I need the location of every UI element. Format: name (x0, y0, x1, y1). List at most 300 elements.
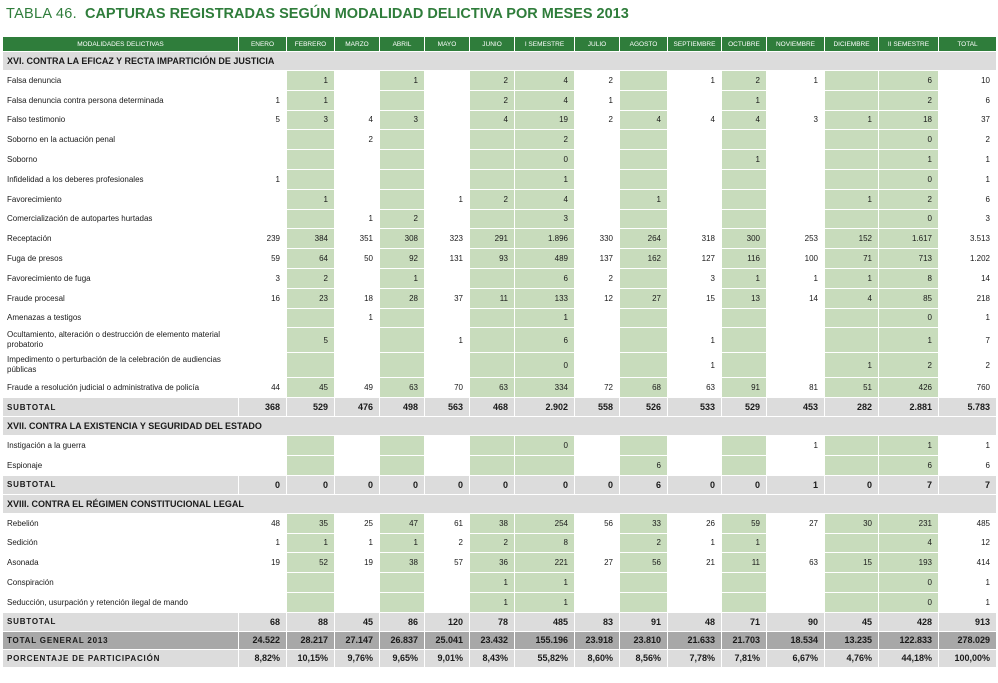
table-cell (239, 209, 287, 229)
table-cell: 1 (668, 533, 722, 553)
table-cell: 253 (767, 229, 825, 249)
table-cell: 1 (575, 90, 620, 110)
row-label: SUBTOTAL (3, 612, 239, 631)
table-cell (825, 71, 879, 91)
table-cell (825, 150, 879, 170)
table-cell: 1 (939, 169, 997, 189)
row-label: Falsa denuncia (3, 71, 239, 91)
table-cell: 533 (668, 398, 722, 417)
header-column: TOTAL (939, 37, 997, 52)
table-cell: 1 (287, 71, 335, 91)
table-cell: 1 (668, 71, 722, 91)
table-cell (287, 150, 335, 170)
table-row (3, 209, 997, 229)
row-label: Infidelidad a los deberes profesionales (3, 169, 239, 189)
table-cell: 0 (722, 475, 767, 494)
table-cell: 61 (425, 513, 470, 533)
header-column: II SEMESTRE (879, 37, 939, 52)
table-cell (668, 130, 722, 150)
table-cell (722, 328, 767, 353)
table-cell: 116 (722, 249, 767, 269)
table-cell: 5.783 (939, 398, 997, 417)
table-cell: 27 (767, 513, 825, 533)
table-cell (668, 573, 722, 593)
table-cell: 6 (515, 268, 575, 288)
table-cell (335, 189, 380, 209)
table-cell: 15 (825, 553, 879, 573)
table-cell: 18.534 (767, 631, 825, 649)
table-cell: 526 (620, 398, 668, 417)
table-cell: 1.896 (515, 229, 575, 249)
table-cell (668, 308, 722, 328)
table-cell: 453 (767, 398, 825, 417)
table-cell: 21 (668, 553, 722, 573)
row-label: PORCENTAJE DE PARTICIPACIÓN (3, 649, 239, 667)
table-cell: 426 (879, 378, 939, 398)
table-cell: 63 (767, 553, 825, 573)
table-row (3, 573, 997, 593)
table-cell (722, 436, 767, 456)
row-label: Sedición (3, 533, 239, 553)
table-cell: 1 (425, 328, 470, 353)
table-cell: 1 (515, 308, 575, 328)
table-cell: 33 (620, 513, 668, 533)
table-cell: 489 (515, 249, 575, 269)
header-column: MAYO (425, 37, 470, 52)
table-cell: 21.703 (722, 631, 767, 649)
table-cell: 5 (239, 110, 287, 130)
table-cell: 0 (335, 475, 380, 494)
table-cell: 1 (722, 268, 767, 288)
table-cell: 1 (939, 308, 997, 328)
table-cell (722, 455, 767, 475)
table-cell: 6 (939, 455, 997, 475)
table-cell (287, 308, 335, 328)
table-cell: 2 (879, 90, 939, 110)
table-cell: 13.235 (825, 631, 879, 649)
table-cell: 4 (620, 110, 668, 130)
table-cell (767, 573, 825, 593)
table-row (3, 533, 997, 553)
table-cell: 14 (939, 268, 997, 288)
table-cell: 6 (620, 475, 668, 494)
table-cell (767, 90, 825, 110)
table-cell (668, 150, 722, 170)
table-cell: 9,76% (335, 649, 380, 667)
table-cell (335, 592, 380, 612)
table-cell: 23 (287, 288, 335, 308)
table-cell: 38 (470, 513, 515, 533)
table-cell: 300 (722, 229, 767, 249)
table-row (3, 378, 997, 398)
table-cell (825, 169, 879, 189)
table-cell (380, 169, 425, 189)
table-cell (767, 592, 825, 612)
table-cell: 0 (825, 475, 879, 494)
table-cell: 3 (939, 209, 997, 229)
table-cell: 2 (939, 353, 997, 378)
row-label: Seducción, usurpación y retención ilegal de mando (3, 592, 239, 612)
table-cell: 1 (767, 436, 825, 456)
table-cell: 1 (668, 328, 722, 353)
table-cell: 291 (470, 229, 515, 249)
table-cell: 7 (939, 475, 997, 494)
table-cell (287, 353, 335, 378)
table-cell: 0 (425, 475, 470, 494)
table-cell: 282 (825, 398, 879, 417)
table-cell (722, 209, 767, 229)
row-label: Soborno (3, 150, 239, 170)
table-cell: 83 (575, 612, 620, 631)
table-cell: 12 (575, 288, 620, 308)
table-cell (470, 130, 515, 150)
table-cell: 4 (825, 288, 879, 308)
table-row (3, 308, 997, 328)
table-cell (425, 209, 470, 229)
table-cell: 6 (939, 90, 997, 110)
table-cell: 48 (668, 612, 722, 631)
table-cell: 1 (287, 533, 335, 553)
table-cell: 193 (879, 553, 939, 573)
row-label: Instigación a la guerra (3, 436, 239, 456)
table-cell: 6,67% (767, 649, 825, 667)
table-cell (620, 150, 668, 170)
table-cell: 278.029 (939, 631, 997, 649)
subtotal-row (3, 398, 997, 417)
table-cell: 8,82% (239, 649, 287, 667)
table-cell: 384 (287, 229, 335, 249)
header-column: DICIEMBRE (825, 37, 879, 52)
table-cell (825, 130, 879, 150)
table-cell: 529 (287, 398, 335, 417)
table-row (3, 353, 997, 378)
subtotal-row (3, 475, 997, 494)
table-cell (767, 455, 825, 475)
table-cell: 50 (335, 249, 380, 269)
table-cell: 120 (425, 612, 470, 631)
table-cell: 0 (879, 592, 939, 612)
table-cell: 11 (722, 553, 767, 573)
table-cell: 24.522 (239, 631, 287, 649)
row-label: Impedimento o perturbación de la celebración de audiencias públicas (3, 353, 239, 378)
section-title: XVI. CONTRA LA EFICAZ Y RECTA IMPARTICIÓN DE JUSTICIA (3, 52, 997, 71)
header-column: JULIO (575, 37, 620, 52)
table-cell: 28.217 (287, 631, 335, 649)
table-cell: 558 (575, 398, 620, 417)
table-cell: 85 (879, 288, 939, 308)
table-cell (620, 209, 668, 229)
table-cell: 21.633 (668, 631, 722, 649)
table-cell: 0 (515, 436, 575, 456)
table-cell (575, 169, 620, 189)
table-cell: 0 (380, 475, 425, 494)
table-cell: 1 (825, 110, 879, 130)
table-cell: 231 (879, 513, 939, 533)
table-cell: 0 (515, 150, 575, 170)
table-cell (575, 455, 620, 475)
table-cell (620, 169, 668, 189)
table-cell (425, 130, 470, 150)
table-cell: 2 (575, 110, 620, 130)
table-cell: 3 (668, 268, 722, 288)
table-cell (335, 573, 380, 593)
table-cell (515, 455, 575, 475)
table-cell (380, 592, 425, 612)
table-cell (287, 592, 335, 612)
row-label: SUBTOTAL (3, 398, 239, 417)
table-cell (620, 130, 668, 150)
table-cell (335, 328, 380, 353)
section-row (3, 494, 997, 513)
table-row (3, 249, 997, 269)
table-cell: 45 (287, 378, 335, 398)
table-cell: 57 (425, 553, 470, 573)
table-cell: 2 (620, 533, 668, 553)
table-row (3, 110, 997, 130)
table-cell (380, 90, 425, 110)
table-cell: 45 (825, 612, 879, 631)
table-cell (575, 353, 620, 378)
header-column: ENERO (239, 37, 287, 52)
table-cell: 264 (620, 229, 668, 249)
row-label: Favorecimiento de fuga (3, 268, 239, 288)
table-cell (335, 353, 380, 378)
table-cell (575, 308, 620, 328)
table-cell: 529 (722, 398, 767, 417)
table-cell: 1.202 (939, 249, 997, 269)
table-cell: 4,76% (825, 649, 879, 667)
table-cell: 2 (425, 533, 470, 553)
row-label: Ocultamiento, alteración o destrucción de elemento material probatorio (3, 328, 239, 353)
table-cell: 9,01% (425, 649, 470, 667)
table-cell: 485 (939, 513, 997, 533)
table-cell: 468 (470, 398, 515, 417)
table-cell (722, 308, 767, 328)
row-label: Fraude a resolución judicial o administrativa de policía (3, 378, 239, 398)
table-cell: 1 (335, 533, 380, 553)
table-cell: 0 (668, 475, 722, 494)
table-cell (668, 209, 722, 229)
table-cell (767, 209, 825, 229)
table-cell: 8,56% (620, 649, 668, 667)
table-cell (239, 189, 287, 209)
table-cell: 1 (515, 573, 575, 593)
table-cell (335, 71, 380, 91)
table-cell (825, 328, 879, 353)
table-cell: 2 (335, 130, 380, 150)
table-cell: 92 (380, 249, 425, 269)
row-label: Fraude procesal (3, 288, 239, 308)
table-cell (425, 169, 470, 189)
table-cell: 318 (668, 229, 722, 249)
table-cell (470, 209, 515, 229)
table-cell: 8,60% (575, 649, 620, 667)
table-cell (620, 90, 668, 110)
table-cell: 913 (939, 612, 997, 631)
table-cell: 0 (879, 169, 939, 189)
table-cell: 0 (239, 475, 287, 494)
table-cell: 334 (515, 378, 575, 398)
table-cell: 155.196 (515, 631, 575, 649)
table-cell: 0 (879, 130, 939, 150)
table-cell (425, 110, 470, 130)
table-cell (767, 150, 825, 170)
table-row (3, 130, 997, 150)
row-label: TOTAL GENERAL 2013 (3, 631, 239, 649)
row-label: Rebelión (3, 513, 239, 533)
table-cell (825, 308, 879, 328)
table-cell (380, 573, 425, 593)
table-cell (767, 353, 825, 378)
table-cell: 4 (515, 90, 575, 110)
table-cell: 498 (380, 398, 425, 417)
table-cell (335, 90, 380, 110)
table-cell (470, 436, 515, 456)
table-cell: 2 (470, 189, 515, 209)
table-cell: 63 (470, 378, 515, 398)
table-cell: 15 (668, 288, 722, 308)
table-cell: 27 (620, 288, 668, 308)
table-cell (825, 455, 879, 475)
table-cell: 2 (879, 353, 939, 378)
table-cell: 93 (470, 249, 515, 269)
table-cell: 23.432 (470, 631, 515, 649)
table-cell: 6 (879, 71, 939, 91)
table-cell (470, 308, 515, 328)
table-cell (722, 189, 767, 209)
table-cell: 2 (515, 130, 575, 150)
table-cell: 19 (335, 553, 380, 573)
table-cell: 55,82% (515, 649, 575, 667)
table-cell: 88 (287, 612, 335, 631)
section-title: XVIII. CONTRA EL RÉGIMEN CONSTITUCIONAL LEGAL (3, 494, 997, 513)
table-row (3, 592, 997, 612)
table-cell: 37 (425, 288, 470, 308)
table-cell: 91 (620, 612, 668, 631)
table-cell: 4 (470, 110, 515, 130)
table-cell: 26.837 (380, 631, 425, 649)
table-cell: 6 (879, 455, 939, 475)
table-cell (239, 573, 287, 593)
header-row (3, 37, 997, 52)
row-label: Asonada (3, 553, 239, 573)
table-cell: 1 (879, 436, 939, 456)
table-cell: 28 (380, 288, 425, 308)
table-cell: 9,65% (380, 649, 425, 667)
table-cell: 56 (620, 553, 668, 573)
table-row (3, 455, 997, 475)
table-cell (380, 130, 425, 150)
table-cell: 1.617 (879, 229, 939, 249)
table-cell (380, 328, 425, 353)
table-cell: 91 (722, 378, 767, 398)
table-cell: 368 (239, 398, 287, 417)
row-label: Receptación (3, 229, 239, 249)
table-cell (825, 436, 879, 456)
table-cell: 133 (515, 288, 575, 308)
table-cell (620, 573, 668, 593)
table-cell (425, 455, 470, 475)
table-cell: 81 (767, 378, 825, 398)
table-cell (575, 436, 620, 456)
table-cell: 14 (767, 288, 825, 308)
table-cell (722, 573, 767, 593)
table-cell: 7,81% (722, 649, 767, 667)
row-label: Falso testimonio (3, 110, 239, 130)
table-cell: 308 (380, 229, 425, 249)
table-cell (722, 169, 767, 189)
table-cell: 713 (879, 249, 939, 269)
row-label: Amenazas a testigos (3, 308, 239, 328)
table-cell: 23.918 (575, 631, 620, 649)
table-cell (722, 130, 767, 150)
table-cell: 30 (825, 513, 879, 533)
table-cell: 11 (470, 288, 515, 308)
table-cell: 1 (287, 90, 335, 110)
table-cell (575, 533, 620, 553)
table-cell (668, 90, 722, 110)
table-cell (575, 150, 620, 170)
subtotal-row (3, 612, 997, 631)
section-row (3, 52, 997, 71)
table-cell: 221 (515, 553, 575, 573)
table-cell: 0 (575, 475, 620, 494)
table-cell: 1 (239, 90, 287, 110)
header-modalidades: MODALIDADES DELICTIVAS (3, 37, 239, 52)
header-column: I SEMESTRE (515, 37, 575, 52)
table-body (3, 52, 997, 668)
table-cell (825, 573, 879, 593)
data-table-container (2, 36, 996, 668)
table-cell (239, 150, 287, 170)
table-cell: 1 (722, 90, 767, 110)
table-cell: 70 (425, 378, 470, 398)
table-cell: 1 (380, 268, 425, 288)
table-cell (335, 455, 380, 475)
row-label: Conspiración (3, 573, 239, 593)
table-cell: 254 (515, 513, 575, 533)
table-cell: 59 (239, 249, 287, 269)
table-cell: 48 (239, 513, 287, 533)
table-cell: 0 (879, 308, 939, 328)
table-cell: 100 (767, 249, 825, 269)
table-title-text: CAPTURAS REGISTRADAS SEGÚN MODALIDAD DELICTIVA POR MESES 2013 (84, 6, 629, 22)
table-number: TABLA 46. (6, 6, 77, 22)
table-cell: 2 (470, 90, 515, 110)
table-cell: 44,18% (879, 649, 939, 667)
header-column: AGOSTO (620, 37, 668, 52)
table-cell (767, 189, 825, 209)
table-cell (825, 90, 879, 110)
table-cell: 1 (825, 268, 879, 288)
table-cell: 49 (335, 378, 380, 398)
table-cell (470, 150, 515, 170)
table-cell: 1 (825, 189, 879, 209)
table-cell (575, 130, 620, 150)
table-cell: 1 (767, 475, 825, 494)
table-cell: 4 (335, 110, 380, 130)
table-cell: 218 (939, 288, 997, 308)
table-cell: 0 (879, 209, 939, 229)
table-cell (470, 169, 515, 189)
table-cell: 1 (515, 169, 575, 189)
table-cell: 4 (668, 110, 722, 130)
table-cell: 323 (425, 229, 470, 249)
table-cell (470, 268, 515, 288)
table-cell: 760 (939, 378, 997, 398)
table-row (3, 189, 997, 209)
table-cell: 239 (239, 229, 287, 249)
